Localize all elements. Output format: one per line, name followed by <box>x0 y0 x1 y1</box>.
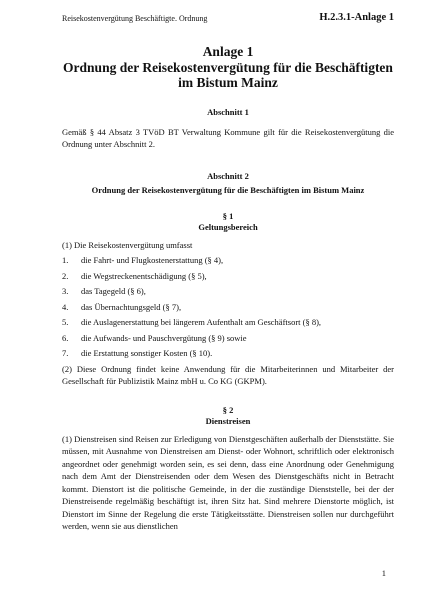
title-line-1: Anlage 1 <box>202 44 254 59</box>
list-item: 4. das Übernachtungsgeld (§ 7), <box>62 301 182 312</box>
list-item: 2. die Wegstreckenentschädigung (§ 5), <box>62 270 207 281</box>
section-1-title: Geltungsbereich <box>198 221 258 232</box>
abschnitt-1-heading: Abschnitt 1 <box>207 106 249 117</box>
document-title <box>62 44 394 91</box>
list-item: 5. die Auslagenerstattung bei längerem Aufenthalt am Geschäftsort (§ 8), <box>62 317 322 327</box>
header-reference: H.2.3.1-Anlage 1 <box>319 12 394 23</box>
list-item: 1. die Fahrt- und Flugkostenerstattung (§ 4), <box>62 255 224 265</box>
section-2-number: § 2 <box>222 404 234 415</box>
abschnitt-2-heading: Abschnitt 2 <box>207 170 249 181</box>
section-1-paragraph-2: (2) Diese Ordnung findet keine Anwendung für die Mitarbeiterinnen und Mitarbeiter der Gesellschaft für Publizistik Mainz mbH u. Co KG (GKPM). <box>62 363 394 386</box>
list-item: 3. das Tagegeld (§ 6), <box>62 286 146 296</box>
document-body <box>62 44 394 533</box>
abschnitt-2-subheading: Ordnung der Reisekostenvergütung für die Beschäftigten im Bistum Mainz <box>91 184 365 195</box>
section-1-number: § 1 <box>222 210 234 221</box>
list-item: 7. die Erstattung sonstiger Kosten (§ 10). <box>62 348 213 358</box>
title-line-2: Ordnung der Reisekostenvergütung für die Beschäftigten <box>63 59 393 75</box>
header-title: Reisekostenvergütung Beschäftigte. Ordnung <box>62 14 208 23</box>
running-header <box>62 12 394 26</box>
section-2-title: Dienstreisen <box>205 415 251 426</box>
list-item: 6. die Aufwands- und Pauschvergütung (§ 9) sowie <box>62 332 247 343</box>
abschnitt-1-text: Gemäß § 44 Absatz 3 TVöD BT Verwaltung Kommune gilt für die Reisekostenvergütung die Ordnung unter Abschnitt 2. <box>62 126 394 149</box>
title-line-3: im Bistum Mainz <box>178 75 278 90</box>
section-2-text: (1) Dienstreisen sind Reisen zur Erledigung von Dienstgeschäften außerhalb der Dienststätte. Sie müssen, mit Ausnahme von Dienstreisen am Dienst- oder Wohnort, schriftlich oder elektronisch angeordnet oder genehmigt worden sein, es sei denn, dass eine Anordnung oder Genehmigung nach dem Amt der Dienstreisenden oder dem Wesen des Dienstgeschäfts nicht in Betracht kommt. Dienstort ist die politische Gemeinde, in der die zuständige Dienststelle, bei der der Dienstreisende regelmäßig beschäftigt ist, ihren Sitz hat. Sind mehrere Dienstorte möglich, ist Dienstort im Sinne der Regelung die erste Tätigkeitsstätte. Dienstreisen sollen nur durchgeführt werden, wenn sie aus dienstlichen <box>62 433 394 531</box>
section-1-intro: (1) Die Reisekostenvergütung umfasst <box>62 239 193 250</box>
page-number: 1 <box>381 568 386 578</box>
